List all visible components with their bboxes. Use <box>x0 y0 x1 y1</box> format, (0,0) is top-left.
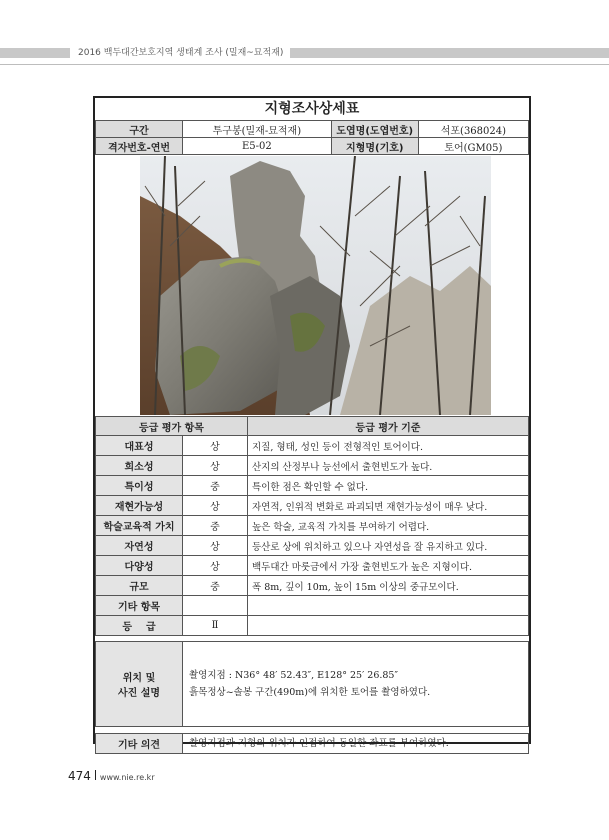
running-header: 2016 백두대간보호지역 생태계 조사 (밀재~묘적재) <box>78 48 284 58</box>
location-label-line2: 사진 설명 <box>117 688 161 699</box>
eval-item: 특이성 <box>96 476 183 496</box>
meta-table <box>95 120 529 155</box>
eval-criteria: 등산로 상에 위치하고 있으나 자연성을 잘 유지하고 있다. <box>248 536 529 556</box>
landform-label: 지형명(기호) <box>331 138 418 155</box>
table-gap <box>96 727 529 734</box>
location-line2: 흙목정상~솔봉 구간(490m)에 위치한 토어를 촬영하였다. <box>189 687 431 698</box>
grid-label: 격자번호-연번 <box>96 138 183 155</box>
eval-grade: 상 <box>183 436 248 456</box>
photo-frame <box>95 154 529 417</box>
table-row <box>96 496 529 516</box>
eval-grade: 상 <box>183 536 248 556</box>
eval-item: 규모 <box>96 576 183 596</box>
eval-item: 학술교육적 가치 <box>96 516 183 536</box>
footer-separator <box>95 770 96 780</box>
eval-criteria: 높은 학술, 교육적 가치를 부여하기 어렵다. <box>248 516 529 536</box>
other-items-grade <box>183 596 248 616</box>
eval-grade: 상 <box>183 496 248 516</box>
eval-criteria: 폭 8m, 깊이 10m, 높이 15m 이상의 중규모이다. <box>248 576 529 596</box>
location-line1: 촬영지점 : N36° 48′ 52.43″, E128° 25′ 26.85″ <box>189 670 399 681</box>
table-row <box>96 456 529 476</box>
section-value: 투구봉(밀재-묘적재) <box>183 121 332 138</box>
eval-items-header: 등급 평가 항목 <box>96 417 248 436</box>
eval-criteria: 백두대간 마룻금에서 가장 출현빈도가 높은 지형이다. <box>248 556 529 576</box>
eval-grade: 상 <box>183 456 248 476</box>
page-footer <box>68 769 155 783</box>
map-label: 도엽명(도엽번호) <box>331 121 418 138</box>
grade-label: 등 급 <box>96 616 183 636</box>
section-label: 구간 <box>96 121 183 138</box>
eval-grade: 상 <box>183 556 248 576</box>
other-items-label: 기타 항목 <box>96 596 183 616</box>
eval-grade: 중 <box>183 576 248 596</box>
location-row <box>96 642 529 727</box>
grade-value: Ⅱ <box>183 616 248 636</box>
table-row <box>96 616 529 636</box>
footer-url: www.nie.re.kr <box>99 773 155 782</box>
header-bar-left <box>0 48 70 58</box>
opinion-row <box>96 734 529 754</box>
opinion-value: 촬영지점과 지형의 위치가 인접하여 동일한 좌표를 부여하였다. <box>183 734 529 754</box>
eval-item: 자연성 <box>96 536 183 556</box>
opinion-label: 기타 의견 <box>96 734 183 754</box>
map-value: 석포(368024) <box>418 121 528 138</box>
eval-grade: 중 <box>183 516 248 536</box>
header-bar-right <box>290 48 609 58</box>
eval-criteria: 특이한 점은 확인할 수 없다. <box>248 476 529 496</box>
eval-criteria-header: 등급 평가 기준 <box>248 417 529 436</box>
header-divider <box>0 64 609 65</box>
tor-photo <box>140 156 491 415</box>
table-row <box>96 516 529 536</box>
eval-criteria: 자연적, 인위적 변화로 파괴되면 재현가능성이 매우 낮다. <box>248 496 529 516</box>
eval-item: 다양성 <box>96 556 183 576</box>
table-row <box>96 576 529 596</box>
survey-sheet <box>93 96 531 751</box>
sheet-title: 지형조사상세표 <box>95 98 529 121</box>
other-items-criteria <box>248 596 529 616</box>
table-row <box>96 476 529 496</box>
grade-criteria <box>248 616 529 636</box>
location-label-line1: 위치 및 <box>122 673 156 684</box>
landform-value: 토어(GM05) <box>418 138 528 155</box>
table-row <box>96 436 529 456</box>
eval-item: 대표성 <box>96 436 183 456</box>
eval-grade: 중 <box>183 476 248 496</box>
eval-criteria: 산지의 산정부나 능선에서 출현빈도가 높다. <box>248 456 529 476</box>
location-label <box>96 642 183 727</box>
table-row <box>96 596 529 616</box>
eval-criteria: 지질, 형태, 성인 등이 전형적인 토어이다. <box>248 436 529 456</box>
location-value <box>183 642 529 727</box>
table-row <box>96 556 529 576</box>
eval-item: 재현가능성 <box>96 496 183 516</box>
table-row <box>96 536 529 556</box>
grid-value: E5-02 <box>183 138 332 155</box>
eval-item: 희소성 <box>96 456 183 476</box>
evaluation-table <box>95 416 529 754</box>
page-number: 474 <box>68 769 91 783</box>
